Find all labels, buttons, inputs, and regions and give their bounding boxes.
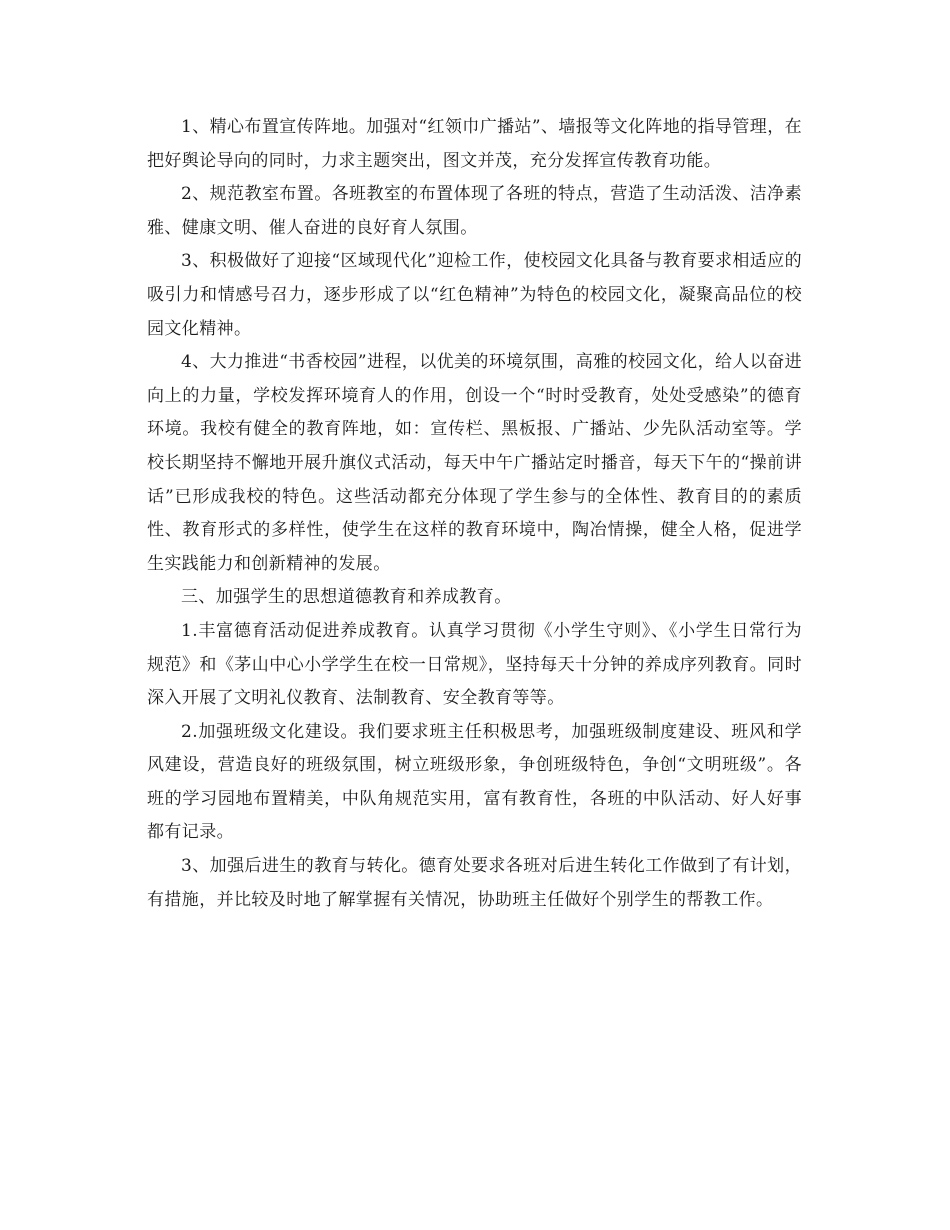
paragraph-campaign-positions: 1、精心布置宣传阵地。加强对“红领巾广播站”、墙报等文化阵地的指导管理，在把好舆论导向的同时，力求主题突出，图文并茂，充分发挥宣传教育功能。: [147, 117, 802, 171]
paragraph-classroom-layout: 2、规范教室布置。各班教室的布置体现了各班的特点，营造了生动活泼、洁净素雅、健康文明、催人奋进的良好育人氛围。: [147, 184, 802, 238]
document-body: [147, 111, 802, 917]
paragraph-scholarly-campus: 4、大力推进“书香校园”进程，以优美的环境氛围，高雅的校园文化，给人以奋进向上的力量，学校发挥环境育人的作用，创设一个“时时受教育，处处受感染”的德育环境。我校有健全的教育阵地，如：宣传栏、黑板报、广播站、少先队活动室等。学校长期坚持不懈地开展升旗仪式活动，每天中午广播站定时播音，每天下午的“操前讲话”已形成我校的特色。这些活动都充分体现了学生参与的全体性、教育目的的素质性、教育形式的多样性，使学生在这样的教育环境中，陶冶情操，健全人格，促进学生实践能力和创新精神的发展。: [147, 352, 802, 574]
section-heading-moral-education: 三、加强学生的思想道德教育和养成教育。: [181, 587, 512, 608]
paragraph-underachiever-support: 3、加强后进生的教育与转化。德育处要求各班对后进生转化工作做到了有计划，有措施，并比较及时地了解掌握有关情况，协助班主任做好个别学生的帮教工作。: [147, 856, 802, 910]
paragraph-modernization-inspection: 3、积极做好了迎接“区域现代化”迎检工作，使校园文化具备与教育要求相适应的吸引力和情感号召力，逐步形成了以“红色精神”为特色的校园文化，凝聚高品位的校园文化精神。: [147, 251, 802, 339]
paragraph-habit-education: 1.丰富德育活动促进养成教育。认真学习贯彻《小学生守则》、《小学生日常行为规范》和《茅山中心小学学生在校一日常规》，坚持每天十分钟的养成序列教育。同时深入开展了文明礼仪教育、法制教育、安全教育等等。: [147, 620, 802, 709]
paragraph-class-culture: 2.加强班级文化建设。我们要求班主任积极思考，加强班级制度建设、班风和学风建设，营造良好的班级氛围，树立班级形象，争创班级特色，争创“文明班级”。各班的学习园地布置精美，中队角规范实用，富有教育性，各班的中队活动、好人好事都有记录。: [147, 721, 802, 843]
